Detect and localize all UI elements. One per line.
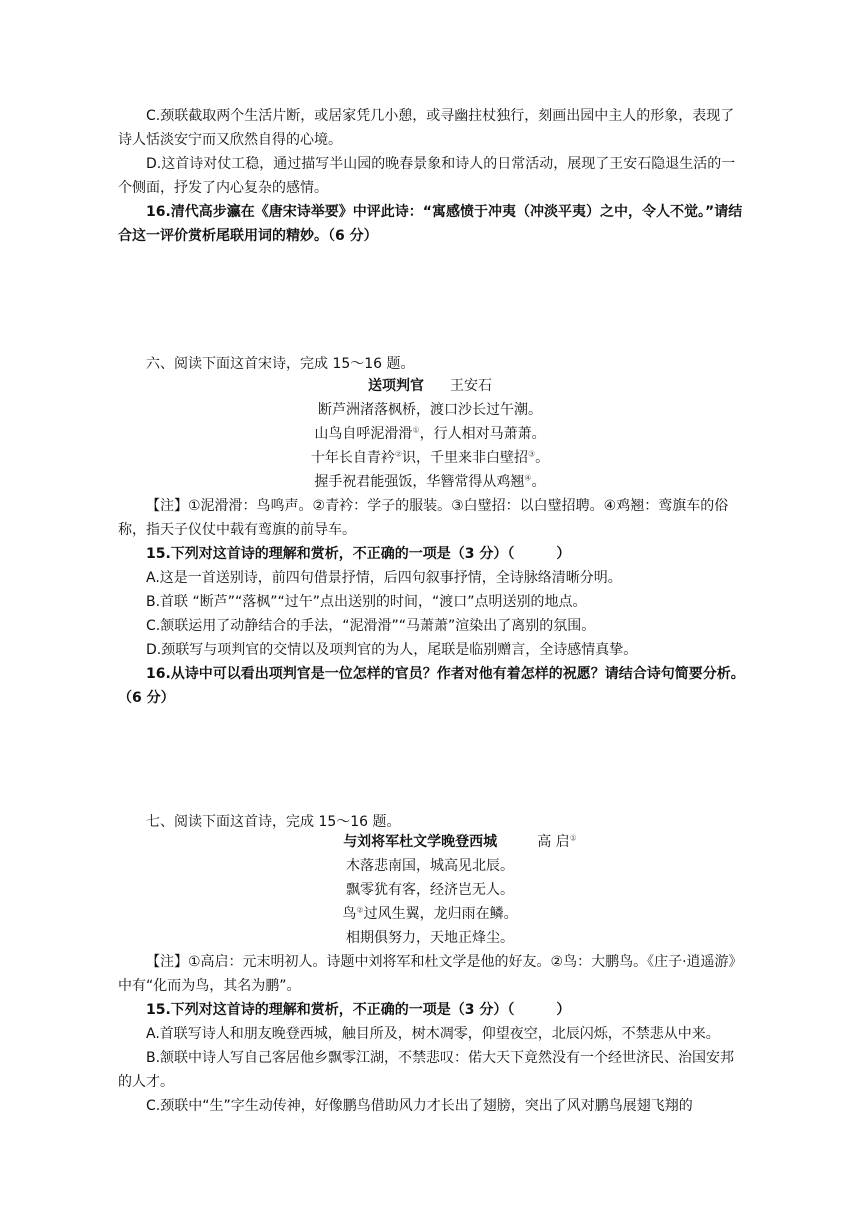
s7-heading: 七、阅读下面这首诗，完成 15～16 题。 (146, 814, 401, 830)
s7-question-15: 15.下列对这首诗的理解和赏析，不正确的一项是（3 分）（ ） (146, 1002, 571, 1018)
s7-poem-author: 高 启 (537, 834, 570, 850)
s7-poem-line-1: 木落悲南国，城高见北辰。 (346, 858, 514, 874)
s5-option-d: D.这首诗对仗工稳，通过描写半山园的晚春景象和诗人的日常活动，展现了王安石隐退生活的一个侧面，抒发了内心复杂的感情。 (118, 156, 736, 196)
s6-question-16: 16.从诗中可以看出项判官是一位怎样的官员？作者对他有着怎样的祝愿？请结合诗句简要分析。（6 分） (118, 666, 745, 706)
s5-option-c: C.颈联截取两个生活片断，或居家凭几小憩，或寻幽拄杖独行，刻画出园中主人的形象，表现了诗人恬淡安宁而又欣然自得的心境。 (118, 108, 735, 148)
s7-poem-title-line (30, 830, 860, 854)
s6-line4-part-a: 握手祝君能强饭，华簪常得从鸡翘 (314, 474, 525, 490)
s6-footnote-mark-3: ③ (528, 449, 536, 459)
s7-option-c: C.颈联中“生”字生动传神，好像鹏鸟借助风力才长出了翅膀，突出了风对鹏鸟展翅飞翔的 (146, 1098, 693, 1114)
s6-option-a: A.这是一首送别诗，前四句借景抒情，后四句叙事抒情，全诗脉络清晰分明。 (146, 570, 622, 586)
s6-poem-line-1: 断芦洲渚落枫桥，渡口沙长过午潮。 (318, 402, 542, 418)
s6-option-b: B.首联 “断芦”“落枫”“过午”点出送别的时间，“渡口”点明送别的地点。 (146, 594, 587, 610)
s6-line3-part-c: 。 (535, 450, 550, 466)
s7-poem-title: 与刘将军杜文学晚登西城 (343, 834, 498, 850)
s6-poem-title: 送项判官 (368, 378, 424, 394)
s6-heading: 六、阅读下面这首宋诗，完成 15～16 题。 (146, 356, 415, 372)
s6-note: 【注】①泥滑滑：鸟鸣声。②青衿：学子的服装。③白璧招：以白璧招聘。④鸡翘：鸾旗车的俗称，指天子仪仗中载有鸾旗的前导车。 (118, 498, 729, 538)
s6-line3-part-b: 识，千里来非白壁招 (402, 450, 528, 466)
s6-question-15: 15.下列对这首诗的理解和赏析，不正确的一项是（3 分）（ ） (146, 546, 571, 562)
s7-line3-part-b: 过风生翼，龙归雨在鳞。 (363, 906, 518, 922)
s6-poem-line-3 (0, 446, 860, 470)
s6-line4-part-b: 。 (531, 474, 546, 490)
s7-option-a: A.首联写诗人和朋友晚登西城，触目所及，树木凋零，仰望夜空，北辰闪烁，不禁悲从中来。 (146, 1026, 720, 1042)
s6-option-c: C.颔联运用了动静结合的手法，“泥滑滑”“马萧萧”渲染出了离别的氛围。 (146, 618, 596, 634)
s7-footnote-mark-2: ② (356, 905, 364, 915)
s6-poem-title-line (0, 374, 860, 398)
s7-poem-line-4: 相期俱努力，天地正烽尘。 (346, 930, 514, 946)
s6-footnote-mark-4: ④ (524, 473, 532, 483)
s5-question-16: 16.清代高步瀛在《唐宋诗举要》中评此诗：“寓感愤于冲夷（冲淡平夷）之中，令人不觉。”请结合这一评价赏析尾联用词的精妙。（6 分） (118, 204, 743, 244)
s6-poem-line-4 (0, 470, 860, 494)
s7-line3-part-a: 鸟 (342, 906, 357, 922)
s7-option-b: B.颔联中诗人写自己客居他乡飘零江湖，不禁悲叹：偌大天下竟然没有一个经世济民、治国安邦的人才。 (118, 1050, 735, 1090)
s6-poem-line-2 (0, 422, 860, 446)
s6-footnote-mark-2: ② (394, 449, 402, 459)
s7-footnote-mark-1: ① (569, 833, 577, 843)
s7-poem-line-2: 飘零犹有客，经济岂无人。 (346, 882, 514, 898)
s6-line2-part-a: 山鸟自呼泥滑滑 (314, 426, 413, 442)
s7-poem-line-3 (0, 902, 860, 926)
s6-option-d: D.颈联写与项判官的交情以及项判官的为人，尾联是临别赠言，全诗感情真挚。 (146, 642, 638, 658)
s6-poem-author: 王安石 (450, 378, 492, 394)
s6-footnote-mark-1: ① (412, 425, 420, 435)
s6-line3-part-a: 十年长自青衿 (310, 450, 395, 466)
s7-note: 【注】①高启：元末明初人。诗题中刘将军和杜文学是他的好友。②鸟：大鹏鸟。《庄子·逍遥游》中有“化而为鸟，其名为鹏”。 (118, 954, 743, 994)
s6-line2-part-b: ，行人相对马萧萧。 (419, 426, 546, 442)
